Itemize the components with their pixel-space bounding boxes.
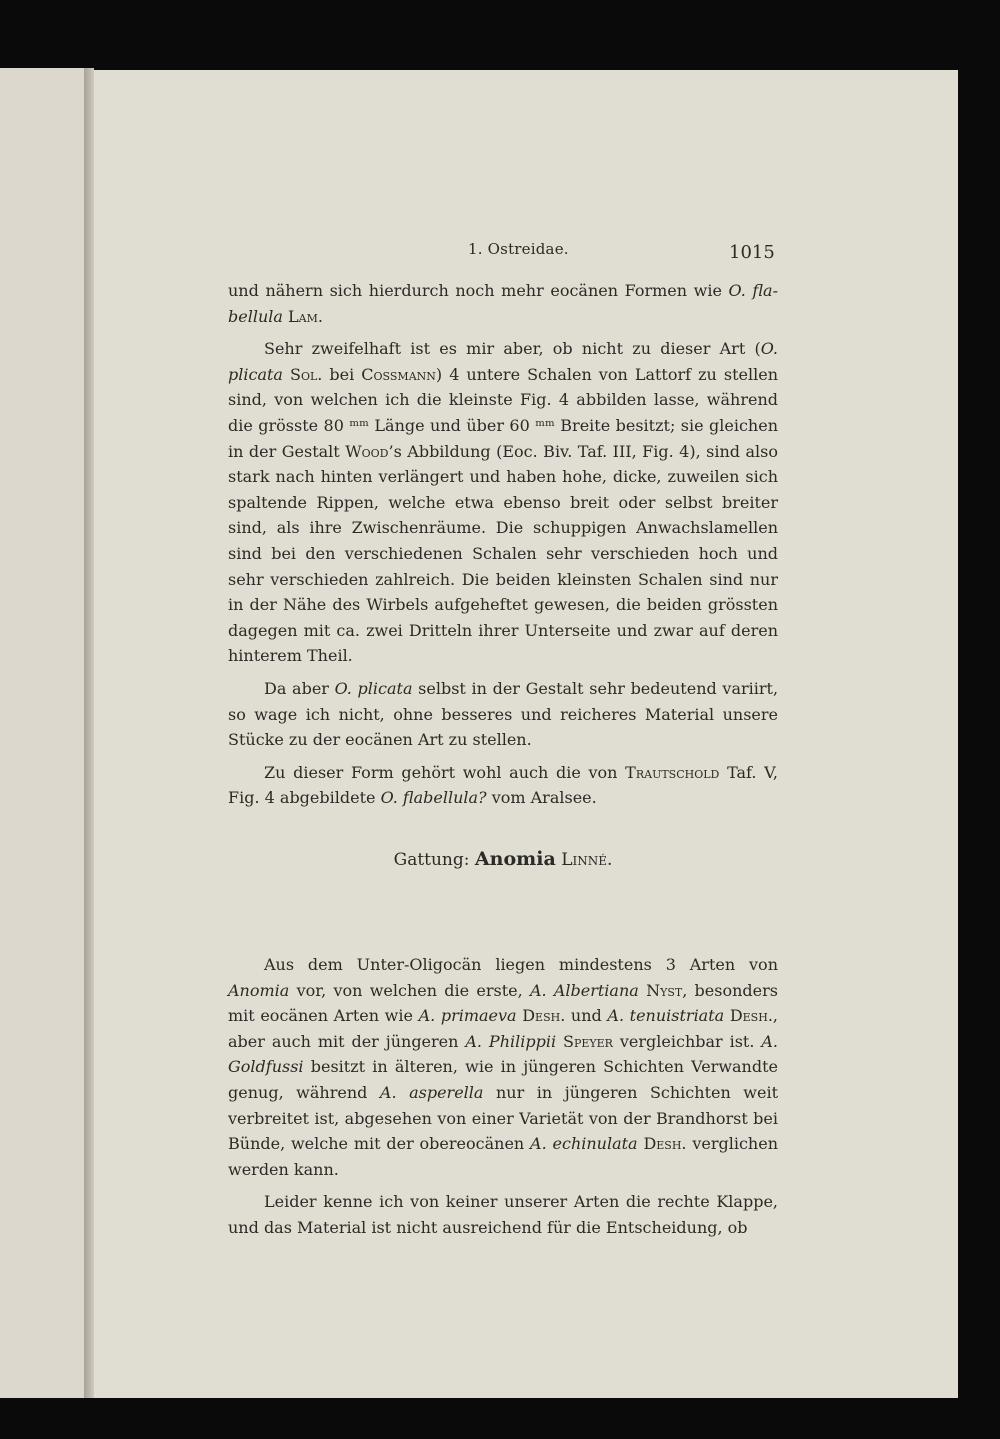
italic-text: O. plicata — [228, 339, 778, 384]
text-run: ’s Abbildung (Eoc. Biv. Taf. III, Fig. 4), sind also stark nach hinten verlängert und haben hohe, dicke, zuweilen sich spaltende Rippen, welche etwa ebenso breit oder selbst breiter sind, als ihre Zwischenräume. Die schuppigen Anwachslamellen sind bei den verschiedenen Schalen sehr verschieden hoch und sehr verschieden zahlreich. Die beiden kleinsten Schalen sind nur in der Nähe des Wirbels aufgeheftet gewesen, die beiden grössten dagegen mit ca. zwei Dritteln ihrer Unterseite und zwar auf deren hinterem Theil. — [228, 441, 779, 666]
italic-text: A. primaeva — [418, 1006, 517, 1026]
paragraph — [228, 676, 778, 753]
text-run: selbst in der Gestalt sehr bedeutend variirt, so wage ich nicht, ohne besseres und reicheres Material unsere Stücke zu der eocänen Art zu stellen. — [228, 678, 779, 750]
left-page-edge — [0, 68, 84, 1398]
italic-text: O. plicata — [334, 678, 413, 698]
italic-text: A. Goldfussi — [228, 1031, 778, 1077]
text-run: und nähern sich hierdurch noch mehr eocänen Formen wie — [228, 281, 729, 300]
text-run: besitzt in älteren, wie in jüngeren Schichten Verwandte genug, während — [228, 1057, 778, 1102]
small-caps-text: Desh. — [643, 1134, 687, 1154]
text-block-top — [228, 278, 778, 811]
text-run: ) 4 untere Schalen von Lattorf zu stellen sind, von welchen ich die kleinste Fig. 4 abbilden lasse, während die grösste 80 ᵐᵐ Länge und über 60 ᵐᵐ Breite besitzt; sie gleichen in der Gestalt — [228, 364, 778, 461]
small-caps-text: Speyer — [563, 1031, 613, 1051]
italic-text: A. echinulata — [530, 1134, 638, 1154]
text-run — [639, 981, 646, 1000]
small-caps-text: Cossmann — [361, 364, 436, 384]
small-caps-text: Lam. — [288, 306, 323, 326]
small-caps-text: Trautschold — [625, 762, 720, 782]
text-run: Aus dem Unter-Oligocän liegen mindestens 3 Arten von — [264, 955, 778, 974]
small-caps-text: Wood — [345, 441, 389, 461]
italic-text: O. flabellula? — [380, 788, 487, 808]
text-run: Da aber — [264, 678, 335, 698]
text-run: vor, von welchen die erste, — [289, 980, 530, 1000]
text-run — [283, 365, 290, 384]
text-run: vergleichbar ist. — [612, 1031, 762, 1051]
section-heading-prefix: Gattung: — [393, 850, 475, 870]
text-run: , besonders mit eocänen Arten wie — [228, 980, 778, 1026]
text-run — [556, 1032, 563, 1051]
small-caps-text: Desh. — [522, 1006, 566, 1026]
text-run: und — [565, 1006, 608, 1026]
right-page — [94, 70, 958, 1398]
page-number: 1015 — [729, 242, 775, 263]
paragraph — [228, 760, 778, 811]
section-heading-anomia — [228, 848, 778, 870]
section-heading-genus: Anomia — [474, 848, 556, 870]
paragraph — [228, 278, 778, 329]
paragraph — [228, 952, 778, 1182]
paragraph — [228, 336, 778, 669]
small-caps-text: Desh. — [729, 1006, 773, 1026]
text-run: vom Aralsee. — [486, 788, 597, 808]
section-heading-author: Linné. — [561, 850, 613, 870]
book-gutter — [84, 68, 94, 1398]
italic-text: O. fla-bellula — [228, 281, 779, 326]
italic-text: A. Philippii — [465, 1031, 557, 1051]
small-caps-text: Nyst — [646, 980, 683, 1000]
text-run: Leider kenne ich von keiner unserer Arten die rechte Klappe, und das Material ist nicht ausreichend für die Entscheidung, ob — [228, 1192, 778, 1237]
italic-text: A. tenuistriata — [607, 1006, 725, 1026]
italic-text: Anomia — [228, 980, 290, 1000]
text-run: Sehr zweifelhaft ist es mir aber, ob nicht zu dieser Art ( — [264, 339, 761, 359]
text-run: bei — [322, 364, 362, 384]
text-run: , aber auch mit der jüngeren — [228, 1006, 778, 1051]
text-run: Taf. V, Fig. 4 abgebildete — [228, 762, 779, 808]
text-run: nur in jüngeren Schichten weit verbreitet ist, abgesehen von einer Varietät von der Brandhorst bei Bünde, welche mit der obereocänen — [228, 1082, 779, 1154]
running-header-title: 1. Ostreidae. — [468, 240, 569, 258]
text-run: Zu dieser Form gehört wohl auch die von — [264, 762, 626, 782]
text-run: verglichen werden kann. — [228, 1134, 779, 1179]
paragraph — [228, 1189, 778, 1240]
italic-text: A. Albertiana — [529, 980, 639, 1000]
small-caps-text: Sol. — [290, 364, 323, 384]
italic-text: A. asperella — [379, 1082, 484, 1102]
text-block-bottom — [228, 952, 778, 1241]
